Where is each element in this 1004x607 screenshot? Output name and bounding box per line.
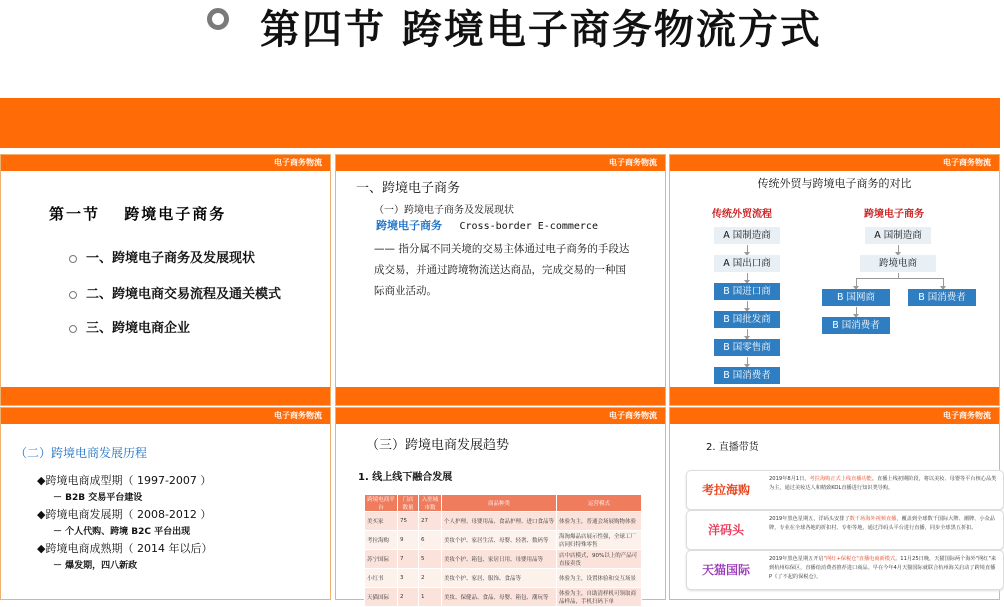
table-cell: 美妆个护、家居、服饰、食品等: [442, 569, 557, 588]
slide-heading: 2. 直播带货: [706, 442, 759, 453]
panel-header-bar: [670, 155, 999, 171]
card-text: 。11月25日晚，天猫国际两个海外"网红"来到杭州综保区，直播给消费者推荐进口商品。早在今年4月天猫国际就联合杭州海关启动了跨境直播P《了不起的保税仓》。: [769, 556, 997, 580]
panel-header-bar: [1, 155, 330, 171]
table-cell: 体验为主，自助清样机可领取商品样品，手机扫码下单: [557, 588, 642, 607]
table-cell: 7: [398, 550, 419, 569]
term-line: [376, 217, 598, 233]
panel-tag: 电子商务物流: [943, 158, 991, 167]
table-cell: 1: [419, 588, 442, 607]
table-cell: 6: [419, 531, 442, 550]
panel-header-bar: [670, 408, 999, 424]
orange-banner: [0, 98, 1000, 148]
slide-header: [0, 0, 1000, 98]
term-chinese: 跨境电子商务: [376, 219, 442, 232]
flow-node: A 国制造商: [865, 227, 931, 244]
platform-logo: 洋码头: [707, 523, 744, 537]
table-row: [365, 512, 642, 531]
table-cell: 小红书: [365, 569, 398, 588]
table-cell: 5: [419, 550, 442, 569]
table-header-cell: 入驻城市数: [419, 495, 442, 512]
flow-node: B 国批发商: [714, 311, 780, 328]
traditional-heading: 传统外贸流程: [712, 209, 772, 220]
stage-note: － B2B 交易平台建设: [53, 493, 143, 503]
circle-bullet-icon: [69, 325, 77, 333]
term-english: Cross-border E-commerce: [459, 221, 598, 232]
table-cell: 天猫国际: [365, 588, 398, 607]
section-title: 第一节 跨境电子商务: [49, 205, 227, 223]
panel-tag: 电子商务物流: [274, 411, 322, 420]
platform-logo: 考拉海购: [701, 483, 750, 497]
table-cell: 美妆个护、家居生活、母婴、轻奢、数码等: [442, 531, 557, 550]
stage-label: ◆跨境电商成型期（ 1997-2007 ）: [37, 474, 212, 487]
table-cell: 9: [398, 531, 419, 550]
slide-subheading: 1. 线上线下融合发展: [358, 472, 453, 483]
slide-thumbnail-5[interactable]: [335, 407, 666, 605]
table-cell: 体验为主，普通会场展购物体验: [557, 512, 642, 531]
slide-heading: （三）跨境电商发展趋势: [366, 438, 510, 453]
stage-label: ◆跨境电商发展期（ 2008-2012 ）: [37, 508, 212, 521]
card-text: ，覆盖到全球数千国际大牌、潮牌、小众品牌，专业在全球各地的折扣村、专柜等地，通过洋码头平台进行直播，同步全球黑五折扣。: [769, 516, 995, 531]
table-cell: 2: [398, 588, 419, 607]
panel-footer-bar: [670, 387, 999, 405]
crossborder-heading: 跨境电子商务: [864, 209, 924, 220]
panel-footer-bar: [336, 387, 665, 405]
platform-logo: 天猫国际: [701, 563, 750, 577]
table-header-cell: 商品种类: [442, 495, 557, 512]
slide-subheading: （一）跨境电子商务及发展现状: [374, 205, 514, 216]
down-arrow-icon: [943, 278, 944, 288]
down-arrow-icon: [747, 301, 748, 310]
card-highlight: "网红+保税仓"直播电商新模式: [823, 556, 896, 562]
table-cell: 美妆个护、箱包、家居日用、母婴用品等: [442, 550, 557, 569]
livestream-card: [686, 470, 1004, 510]
slide-heading: （二）跨境电商发展历程: [15, 446, 148, 460]
slide-heading: 一、跨境电子商务: [356, 181, 461, 196]
definition-text: —— 指分属不同关境的交易主体通过电子商务的手段达成交易，并通过跨境物流送达商品，完成交易的一种国际商业活动。: [374, 243, 630, 297]
card-description: [769, 555, 997, 582]
outline-item: [69, 317, 190, 336]
card-highlight: 数千场海外视频直播: [849, 516, 897, 522]
down-arrow-icon: [747, 357, 748, 366]
card-text: 2019年黑色星期五开启: [769, 556, 824, 562]
card-text: 2019年黑色星期五，洋码头安排了: [769, 516, 850, 522]
table-cell: 美买家: [365, 512, 398, 531]
card-highlight: 考拉海购正式上线直播功能: [809, 476, 872, 482]
table-cell: 个人护理、母婴用品、食品护理、进口食品等: [442, 512, 557, 531]
slide-thumbnail-2[interactable]: [335, 154, 666, 406]
table-header-cell: 门店数量: [398, 495, 419, 512]
panel-tag: 电子商务物流: [609, 411, 657, 420]
connector-line: [856, 278, 944, 279]
table-row: [365, 569, 642, 588]
page-title: 第四节 跨境电子商务物流方式: [260, 6, 822, 53]
table-cell: 体验为主，设置体验和交互场景: [557, 569, 642, 588]
slide-thumbnail-6[interactable]: [669, 407, 1000, 600]
flow-node: 跨境电商: [860, 255, 936, 272]
table-cell: 27: [419, 512, 442, 531]
flow-node: B 国消费者: [714, 367, 780, 384]
slide-thumbnail-1[interactable]: [0, 154, 331, 406]
panel-footer-bar: [1, 387, 330, 405]
panel-header-bar: [336, 408, 665, 424]
flow-node: B 国零售商: [714, 339, 780, 356]
stage-label: ◆跨境电商成熟期（ 2014 年以后）: [37, 542, 213, 555]
stage-note: － 个人代购、跨境 B2C 平台出现: [53, 527, 191, 537]
card-text: 2019年8月1日，: [769, 476, 810, 482]
flow-node: B 国消费者: [822, 317, 890, 334]
flow-node: B 国网商: [822, 289, 890, 306]
comparison-title: 传统外贸与跨境电子商务的对比: [757, 177, 912, 190]
stage-note: － 爆发期，四八新政: [53, 561, 138, 571]
down-arrow-icon: [747, 273, 748, 282]
panel-header-bar: [336, 155, 665, 171]
table-cell: 2: [419, 569, 442, 588]
table-header-row: [365, 495, 642, 512]
table-header-cell: 运营模式: [557, 495, 642, 512]
flow-node: B 国进口商: [714, 283, 780, 300]
outline-item: [69, 283, 281, 302]
table-row: [365, 588, 642, 607]
table-cell: 海淘爆品店展示性强，全球工厂店同归特殊零售: [557, 531, 642, 550]
table-header-cell: 跨境电商平台: [365, 495, 398, 512]
table-cell: 3: [398, 569, 419, 588]
platform-table: [364, 494, 642, 607]
down-arrow-icon: [856, 278, 857, 288]
table-row: [365, 531, 642, 550]
down-arrow-icon: [898, 245, 899, 254]
circle-bullet-icon: [207, 8, 229, 30]
flow-node: A 国制造商: [714, 227, 780, 244]
outline-item-label: 二、跨境电商交易流程及通关模式: [86, 287, 282, 302]
circle-bullet-icon: [69, 255, 77, 263]
table-cell: 店中店模式，90%以上的产品可直接卖货: [557, 550, 642, 569]
flow-node: A 国出口商: [714, 255, 780, 272]
panel-tag: 电子商务物流: [943, 411, 991, 420]
livestream-card: [686, 550, 1004, 590]
down-arrow-icon: [747, 245, 748, 254]
table-cell: 75: [398, 512, 419, 531]
panel-tag: 电子商务物流: [274, 158, 322, 167]
card-description: [769, 475, 997, 493]
card-text: 。直播上线初期阶段，将以美妆、母婴等平台核心品类为主，通过美妆达人和精致KOL直播进行知识类导购。: [769, 476, 997, 491]
flow-node: B 国消费者: [908, 289, 976, 306]
panel-tag: 电子商务物流: [609, 158, 657, 167]
table-cell: 考拉海购: [365, 531, 398, 550]
outline-item-label: 一、跨境电子商务及发展现状: [86, 251, 256, 266]
table-cell: 美妆、保健品、食品、母婴、箱包、潮玩等: [442, 588, 557, 607]
card-description: [769, 515, 997, 533]
slide-thumbnail-4[interactable]: [0, 407, 331, 600]
panel-header-bar: [1, 408, 330, 424]
livestream-card: [686, 510, 1004, 550]
down-arrow-icon: [747, 329, 748, 338]
outline-item: [69, 247, 255, 266]
slide-thumbnail-3[interactable]: [669, 154, 1000, 406]
down-arrow-icon: [856, 307, 857, 316]
outline-item-label: 三、跨境电商企业: [86, 321, 191, 336]
circle-bullet-icon: [69, 291, 77, 299]
table-cell: 苏宁国际: [365, 550, 398, 569]
table-row: [365, 550, 642, 569]
